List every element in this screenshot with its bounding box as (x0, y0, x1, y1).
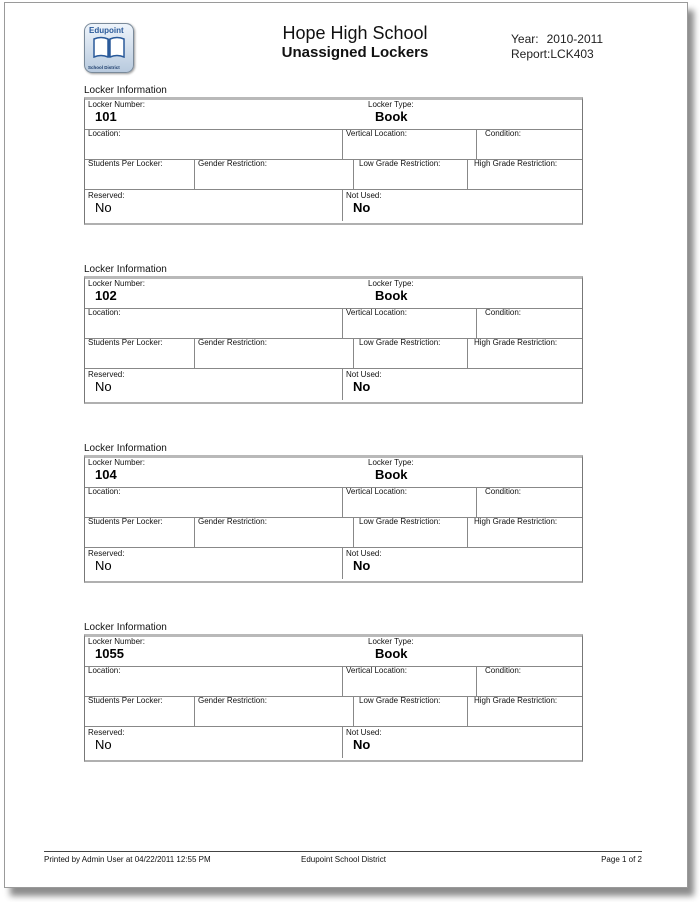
not-used-cell (342, 368, 585, 400)
low-grade-label: Low Grade Restriction: (359, 696, 441, 705)
high-grade-label: High Grade Restriction: (474, 517, 558, 526)
reserved-value: No (95, 737, 112, 752)
not-used-value: No (353, 379, 371, 394)
locker-type-value: Book (375, 646, 408, 661)
locker-number-label: Locker Number: (88, 100, 145, 109)
locker-row-1 (85, 637, 582, 667)
reserved-label: Reserved: (88, 549, 125, 558)
locker-number-cell (85, 279, 355, 308)
reserved-cell (85, 189, 342, 221)
footer-district: Edupoint School District (301, 855, 386, 864)
students-per-locker-cell (85, 159, 194, 189)
low-grade-label: Low Grade Restriction: (359, 159, 441, 168)
locker-row-2 (85, 666, 582, 697)
location-label: Location: (88, 487, 121, 496)
locker-row-1 (85, 279, 582, 309)
vertical-location-label: Vertical Location: (346, 308, 407, 317)
locker-row-2 (85, 308, 582, 339)
reserved-label: Reserved: (88, 370, 125, 379)
location-label: Location: (88, 308, 121, 317)
page-number: Page 1 of 2 (601, 855, 642, 864)
gender-restriction-label: Gender Restriction: (198, 517, 267, 526)
condition-label: Condition: (485, 129, 522, 138)
vertical-location-label: Vertical Location: (346, 487, 407, 496)
condition-cell (476, 308, 585, 338)
reserved-cell (85, 368, 342, 400)
students-per-locker-label: Students Per Locker: (88, 159, 163, 168)
locker-number-cell (85, 100, 355, 129)
locker-number-value: 101 (95, 109, 117, 124)
locker-row-3 (85, 159, 582, 190)
high-grade-cell (467, 696, 585, 726)
locker-row-2 (85, 129, 582, 160)
section-caption: Locker Information (84, 264, 167, 275)
locker-row-1 (85, 458, 582, 488)
low-grade-cell (353, 338, 468, 368)
vertical-location-cell (342, 308, 477, 338)
vertical-location-label: Vertical Location: (346, 666, 407, 675)
not-used-value: No (353, 558, 371, 573)
section-caption: Locker Information (84, 85, 167, 96)
high-grade-cell (467, 159, 585, 189)
high-grade-cell (467, 338, 585, 368)
not-used-label: Not Used: (346, 191, 382, 200)
high-grade-cell (467, 517, 585, 547)
locker-type-label: Locker Type: (368, 637, 414, 646)
low-grade-label: Low Grade Restriction: (359, 338, 441, 347)
not-used-value: No (353, 737, 371, 752)
not-used-label: Not Used: (346, 549, 382, 558)
not-used-label: Not Used: (346, 370, 382, 379)
locker-number-label: Locker Number: (88, 637, 145, 646)
gender-restriction-cell (194, 159, 354, 189)
not-used-cell (342, 726, 585, 758)
gender-restriction-label: Gender Restriction: (198, 696, 267, 705)
gender-restriction-cell (194, 696, 354, 726)
condition-label: Condition: (485, 308, 522, 317)
locker-number-value: 104 (95, 467, 117, 482)
report-title-area (225, 23, 485, 62)
report-title: Unassigned Lockers (281, 44, 429, 61)
locker-row-4 (85, 726, 582, 758)
students-per-locker-label: Students Per Locker: (88, 338, 163, 347)
locker-row-3 (85, 696, 582, 727)
locker-information-block (84, 84, 583, 225)
reserved-cell (85, 547, 342, 579)
report-value: LCK403 (550, 47, 594, 61)
locker-type-cell (365, 279, 584, 308)
locker-type-cell (365, 637, 584, 666)
not-used-value: No (353, 200, 371, 215)
location-cell (85, 308, 342, 338)
locker-number-value: 1055 (95, 646, 124, 661)
locker-number-cell (85, 458, 355, 487)
locker-type-value: Book (375, 288, 408, 303)
students-per-locker-cell (85, 517, 194, 547)
locker-number-label: Locker Number: (88, 279, 145, 288)
not-used-cell (342, 547, 585, 579)
locker-type-label: Locker Type: (368, 100, 414, 109)
condition-cell (476, 129, 585, 159)
locker-row-3 (85, 338, 582, 369)
logo-subtext: School District (88, 65, 120, 70)
gender-restriction-cell (194, 517, 354, 547)
reserved-value: No (95, 379, 112, 394)
logo-text: Edupoint (89, 26, 124, 35)
locker-row-3 (85, 517, 582, 548)
locker-type-value: Book (375, 109, 408, 124)
locker-number-value: 102 (95, 288, 117, 303)
locker-number-label: Locker Number: (88, 458, 145, 467)
reserved-cell (85, 726, 342, 758)
report-label: Report: (511, 47, 551, 61)
vertical-location-cell (342, 129, 477, 159)
locker-row-2 (85, 487, 582, 518)
high-grade-label: High Grade Restriction: (474, 338, 558, 347)
section-caption: Locker Information (84, 622, 167, 633)
locker-type-label: Locker Type: (368, 279, 414, 288)
vertical-location-label: Vertical Location: (346, 129, 407, 138)
reserved-label: Reserved: (88, 728, 125, 737)
locker-number-cell (85, 637, 355, 666)
locker-information-block (84, 442, 583, 583)
locker-grid (84, 97, 583, 225)
locker-information-block (84, 621, 583, 762)
school-name: Hope High School (282, 23, 428, 43)
high-grade-label: High Grade Restriction: (474, 696, 558, 705)
gender-restriction-label: Gender Restriction: (198, 338, 267, 347)
locker-row-4 (85, 368, 582, 400)
not-used-cell (342, 189, 585, 221)
low-grade-cell (353, 696, 468, 726)
vertical-location-cell (342, 487, 477, 517)
locker-row-4 (85, 189, 582, 221)
page-footer (44, 851, 642, 864)
location-cell (85, 666, 342, 696)
vertical-location-cell (342, 666, 477, 696)
locker-type-cell (365, 458, 584, 487)
reserved-label: Reserved: (88, 191, 125, 200)
students-per-locker-cell (85, 696, 194, 726)
printed-by: Printed by Admin User at 04/22/2011 12:55 PM (44, 855, 211, 864)
low-grade-label: Low Grade Restriction: (359, 517, 441, 526)
locker-grid (84, 634, 583, 762)
students-per-locker-label: Students Per Locker: (88, 696, 163, 705)
book-icon (93, 36, 125, 58)
locker-information-block (84, 263, 583, 404)
report-meta (511, 32, 603, 62)
section-caption: Locker Information (84, 443, 167, 454)
condition-label: Condition: (485, 487, 522, 496)
locker-row-4 (85, 547, 582, 579)
location-label: Location: (88, 666, 121, 675)
gender-restriction-label: Gender Restriction: (198, 159, 267, 168)
location-cell (85, 129, 342, 159)
locker-grid (84, 455, 583, 583)
reserved-value: No (95, 200, 112, 215)
gender-restriction-cell (194, 338, 354, 368)
locker-type-label: Locker Type: (368, 458, 414, 467)
year-label: Year: (511, 32, 539, 46)
edupoint-logo (84, 23, 134, 73)
reserved-value: No (95, 558, 112, 573)
students-per-locker-cell (85, 338, 194, 368)
condition-cell (476, 487, 585, 517)
low-grade-cell (353, 159, 468, 189)
locker-type-cell (365, 100, 584, 129)
condition-label: Condition: (485, 666, 522, 675)
year-value: 2010-2011 (546, 32, 604, 46)
students-per-locker-label: Students Per Locker: (88, 517, 163, 526)
low-grade-cell (353, 517, 468, 547)
condition-cell (476, 666, 585, 696)
locker-grid (84, 276, 583, 404)
location-cell (85, 487, 342, 517)
not-used-label: Not Used: (346, 728, 382, 737)
locker-row-1 (85, 100, 582, 130)
locker-type-value: Book (375, 467, 408, 482)
location-label: Location: (88, 129, 121, 138)
high-grade-label: High Grade Restriction: (474, 159, 558, 168)
